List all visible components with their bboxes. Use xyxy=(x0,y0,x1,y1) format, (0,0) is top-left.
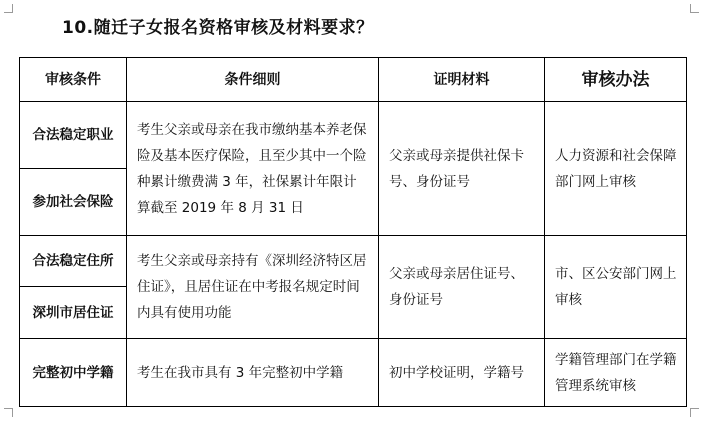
condition-cell: 完整初中学籍 xyxy=(20,339,127,407)
detail-cell: 考生父亲或母亲在我市缴纳基本养老保险及基本医疗保险，且至少其中一个险种累计缴费满 3 年，社保累计年限计算截至 2019 年 8 月 31 日 xyxy=(127,102,379,236)
header-material: 证明材料 xyxy=(379,58,545,102)
material-cell: 父亲或母亲居住证号、身份证号 xyxy=(379,236,545,339)
page-corner-mark xyxy=(4,408,13,417)
condition-cell: 深圳市居住证 xyxy=(20,287,127,339)
condition-cell: 参加社会保险 xyxy=(20,169,127,236)
table-row xyxy=(20,236,687,287)
header-method: 审核办法 xyxy=(545,58,687,102)
table-header-row xyxy=(20,58,687,102)
method-cell: 人力资源和社会保障部门网上审核 xyxy=(545,102,687,236)
condition-cell: 合法稳定职业 xyxy=(20,102,127,169)
section-heading: 10.随迁子女报名资格审核及材料要求？ xyxy=(62,18,374,38)
method-cell: 学籍管理部门在学籍管理系统审核 xyxy=(545,339,687,407)
method-cell: 市、区公安部门网上审核 xyxy=(545,236,687,339)
page-corner-mark xyxy=(690,4,699,13)
table-row xyxy=(20,339,687,407)
header-detail: 条件细则 xyxy=(127,58,379,102)
table-row xyxy=(20,102,687,169)
detail-cell: 考生父亲或母亲持有《深圳经济特区居住证》，且居住证在中考报名规定时间内具有使用功能 xyxy=(127,236,379,339)
header-condition: 审核条件 xyxy=(20,58,127,102)
requirements-table xyxy=(19,57,687,407)
detail-cell: 考生在我市具有 3 年完整初中学籍 xyxy=(127,339,379,407)
page-corner-mark xyxy=(690,408,699,417)
material-cell: 父亲或母亲提供社保卡号、身份证号 xyxy=(379,102,545,236)
material-cell: 初中学校证明，学籍号 xyxy=(379,339,545,407)
condition-cell: 合法稳定住所 xyxy=(20,236,127,287)
page-corner-mark xyxy=(4,4,13,13)
